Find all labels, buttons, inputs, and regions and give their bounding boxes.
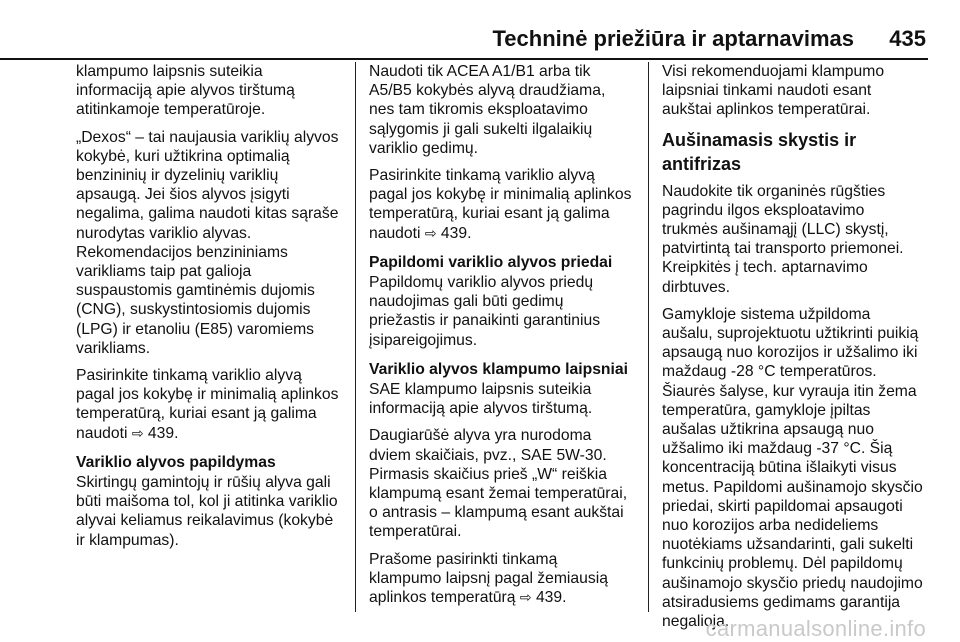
column-divider: [648, 62, 649, 612]
column-2: [369, 62, 637, 615]
text-line: aušinamojo skysčio priedų naudojimo: [662, 574, 923, 592]
text-line: Daugiarūšė alyva yra nurodoma: [369, 427, 592, 445]
text-line: nurodytas variklio alyvas.: [76, 224, 252, 242]
text-line: funkcinių problemų. Dėl papildomų: [662, 555, 903, 573]
text-line: metus. Papildomi aušinamojo skysčio: [662, 478, 923, 496]
paragraph: [369, 62, 637, 158]
text-line: maždaug -28 °C temperatūros.: [662, 363, 877, 381]
text-line: Pasirinkite tinkamą variklio alyvą: [76, 367, 302, 385]
paragraph: [76, 366, 350, 443]
paragraph: [76, 62, 350, 120]
text-line: temperatūrai.: [369, 523, 462, 541]
page-number: 435: [889, 26, 926, 51]
text-line: Naudokite tik organinės rūgšties: [662, 182, 886, 200]
header-rule: [0, 58, 928, 60]
page-header: [0, 0, 960, 58]
text-line: negalioja.: [662, 613, 730, 631]
text-line: A5/B5 kokybės alyvą draudžiama,: [369, 82, 606, 100]
text-line: pagrindu ilgos eksploatavimo: [662, 201, 865, 219]
text-line: suspaustomis gamtinėmis dujomis: [76, 282, 315, 300]
text-line: klampumą esant žemai temperatūrai,: [369, 485, 628, 503]
text-line: benzininių ir dyzelinių variklių: [76, 167, 279, 185]
paragraph: [662, 305, 930, 631]
text-line: priežastis ir panaikinti garantinius: [369, 312, 601, 330]
text-line: [369, 224, 637, 243]
watermark: carmanualsonline.info: [705, 616, 926, 641]
text-line: priedai, skirti papildomai apsaugoti: [662, 497, 903, 515]
paragraph: [76, 473, 350, 550]
text-line: būti maišoma tol, kol ji atitinka variklio: [76, 493, 338, 511]
text-line: (CNG), suskystintosiomis dujomis: [76, 301, 311, 319]
text-line: klampumo laipsnis suteikia: [76, 63, 263, 80]
paragraph: [369, 380, 637, 418]
text-line: koncentraciją būtina išlaikyti visus: [662, 459, 897, 477]
arrow-reference-icon: ⇨: [131, 424, 144, 441]
paragraph: [369, 273, 637, 350]
text-line: pagal jos kokybę ir minimalią aplinkos: [76, 386, 339, 404]
page-reference[interactable]: 439.: [535, 589, 567, 607]
text-line: Naudoti tik ACEA A1/B1 arba tik: [369, 63, 591, 80]
text-line: ir klampumas).: [76, 531, 179, 549]
text-line: varikliams taip pat galioja: [76, 263, 252, 281]
page-title: Techninė priežiūra ir aptarnavimas: [492, 26, 854, 51]
arrow-reference-icon: ⇨: [424, 224, 437, 241]
text-line: aušalu, suprojektuotu užtikrinti puikią: [662, 325, 919, 343]
text-line: Visi rekomenduojami klampumo: [662, 63, 885, 80]
column-1: [76, 62, 350, 558]
text-line: nuotėkiams užsandarinti, gali sukelti: [662, 536, 914, 554]
paragraph: [76, 128, 350, 358]
paragraph: [662, 62, 930, 120]
text-line: Papildomų variklio alyvos priedų: [369, 274, 594, 292]
text-line: įsipareigojimus.: [369, 331, 478, 349]
text-line: užšalimo iki maždaug -37 °C. Šią: [662, 440, 893, 458]
text-line: SAE klampumo laipsnis suteikia: [369, 381, 592, 399]
text-line: Gamykloje sistema užpildoma: [662, 305, 871, 323]
text-line: Prašome pasirinkti tinkamą: [369, 550, 558, 568]
text-line: o antrasis – klampumą esant aukštai: [369, 504, 624, 522]
text-line: varikliams.: [76, 339, 151, 357]
text-line: Rekomendacijos benzininiams: [76, 243, 288, 261]
paragraph: [662, 182, 930, 297]
text-line: apsaugą nuo korozijos ir užšalimo iki: [662, 344, 918, 362]
text-line: „Dexos“ – tai naujausia variklių alyvos: [76, 128, 339, 146]
text-line: dirbtuves.: [662, 278, 731, 296]
column-divider: [355, 62, 356, 612]
text-line: Šiaurės šalyse, kur vyrauja itin žema: [662, 382, 917, 400]
text-line: pagal jos kokybę ir minimalią aplinkos: [369, 186, 632, 204]
text-line: aukštai aplinkos temperatūrai.: [662, 101, 871, 119]
text-line: sąlygomis ji gali sukelti ilgalaikių: [369, 120, 593, 138]
text-line: aušalas užtikrina apsaugą nuo: [662, 421, 874, 439]
text-line: Skirtingų gamintojų ir rūšių alyva gali: [76, 474, 331, 492]
text-line: Kreipkitės į tech. aptarnavimo: [662, 259, 868, 277]
text-line: klampumo laipsnį pagal žemiausią: [369, 569, 608, 587]
text-line: Pirmasis skaičius prieš „W“ reiškia: [369, 465, 607, 483]
section-heading: Aušinamasis skystis ir antifrizas: [662, 129, 857, 174]
text-fragment: naudoti: [76, 424, 128, 442]
paragraph: [369, 550, 637, 608]
text-fragment: aplinkos temperatūrą: [369, 589, 516, 607]
text-line: temperatūrą, kuriai esant ją galima: [76, 405, 317, 423]
text-line: trukmės aušinamąjį (LLC) skystį,: [662, 221, 889, 239]
text-line: apsaugą. Jei šios alyvos įsigyti: [76, 186, 290, 204]
text-line: kokybė, kuri užtikrina optimalią: [76, 147, 290, 165]
text-fragment: naudoti: [369, 224, 421, 242]
text-line: alyvai keliamus reikalavimus (kokybė: [76, 512, 334, 530]
column-3: [662, 62, 930, 639]
text-line: dviem skaičiais, pvz., SAE 5W-30.: [369, 446, 607, 464]
arrow-reference-icon: ⇨: [519, 589, 532, 606]
section-heading: Papildomi variklio alyvos priedai: [369, 253, 613, 271]
text-line: informaciją apie alyvos tirštumą: [76, 82, 295, 100]
text-line: negalima, galima naudoti kitas sąraše: [76, 205, 339, 223]
text-line: Pasirinkite tinkamą variklio alyvą: [369, 167, 595, 185]
text-line: temperatūrą, kuriai esant ją galima: [369, 205, 610, 223]
page-reference[interactable]: 439.: [440, 224, 472, 242]
text-line: temperatūra, gamykloje įpiltas: [662, 401, 871, 419]
text-line: [369, 588, 637, 607]
page-reference[interactable]: 439.: [147, 424, 179, 442]
section-heading: Variklio alyvos klampumo laipsniai: [369, 360, 628, 378]
text-line: laipsniai tinkami naudoti esant: [662, 82, 872, 100]
section-heading: Variklio alyvos papildymas: [76, 453, 276, 471]
text-line: nuo korozijos arba nedideliems: [662, 517, 879, 535]
text-line: atitinkamoje temperatūroje.: [76, 101, 266, 119]
text-line: patvirtintą tai transporto priemonei.: [662, 240, 904, 258]
text-line: atsiradusiems gedimams garantija: [662, 593, 901, 611]
text-line: informaciją apie alyvos tirštumą.: [369, 400, 593, 418]
text-line: nes tam tikromis eksploatavimo: [369, 101, 588, 119]
paragraph: [369, 166, 637, 243]
text-line: naudojimas gali būti gedimų: [369, 293, 564, 311]
text-line: [76, 424, 350, 443]
text-line: (LPG) ir etanoliu (E85) varomiems: [76, 320, 315, 338]
text-line: variklio gedimų.: [369, 139, 478, 157]
paragraph: [369, 426, 637, 541]
